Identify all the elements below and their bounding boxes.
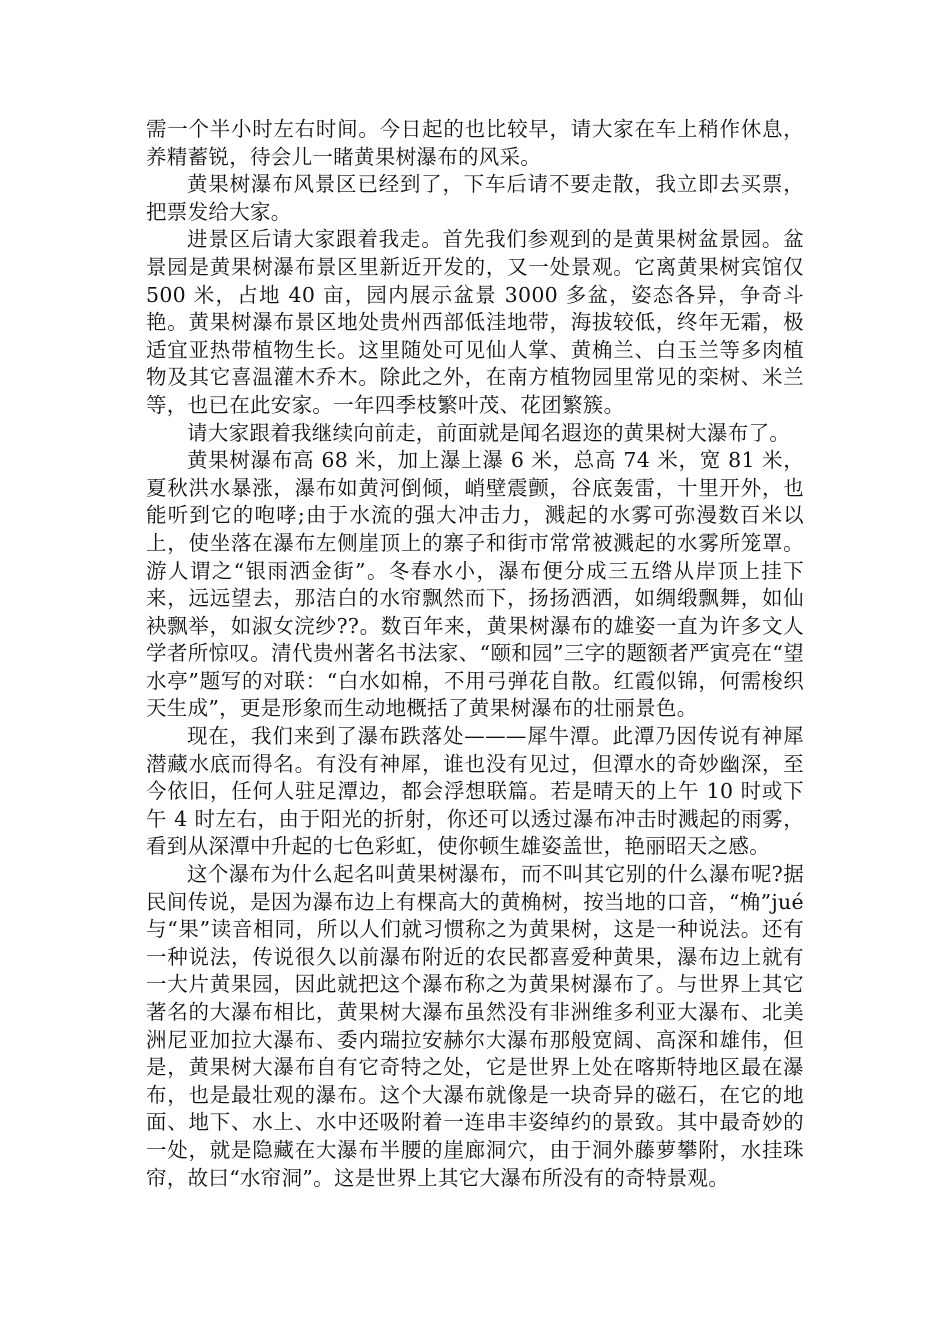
paragraph-6: 现在，我们来到了瀑布跌落处———犀牛潭。此潭乃因传说有神犀潜藏水底而得名。有没有神犀，谁也没有见过，但潭水的奇妙幽深，至今依旧，任何人驻足潭边，都会浮想联篇。若是晴天的上午 10 时或下午 4 时左右，由于阳光的折射，你还可以透过瀑布冲击时溅起的雨雾，看到从深潭中升起的七色彩虹，使你顿生雄姿盖世，艳丽昭天之感。 (146, 724, 804, 859)
paragraph-5: 黄果树瀑布高 68 米，加上瀑上瀑 6 米，总高 74 米，宽 81 米，夏秋洪水暴涨，瀑布如黄河倒倾，峭壁震颤，谷底轰雷，十里开外，也能听到它的咆哮;由于水流的强大冲击力，溅起的水雾可弥漫数百米以上，使坐落在瀑布左侧崖顶上的寨子和街市常常被溅起的水雾所笼罩。游人谓之“银雨洒金街”。冬春水小，瀑布便分成三五绺从岸顶上挂下来，远远望去，那洁白的水帘飘然而下，扬扬洒洒，如绸缎飘舞，如仙袂飘举，如淑女浣纱??。数百年来，黄果树瀑布的雄姿一直为许多文人学者所惊叹。清代贵州著名书法家、“颐和园”三字的题额者严寅亮在“望水亭”题写的对联：“白水如棉，不用弓弹花自散。红霞似锦，何需梭织天生成”，更是形象而生动地概括了黄果树瀑布的壮丽景色。 (146, 448, 804, 721)
paragraph-7: 这个瀑布为什么起名叫黄果树瀑布，而不叫其它别的什么瀑布呢?据民间传说，是因为瀑布边上有棵高大的黄桷树，按当地的口音，“桷”jué 与“果”读音相同，所以人们就习惯称之为黄果树，这是一种说法。还有一种说法，传说很久以前瀑布附近的农民都喜爱种黄果，瀑布边上就有一大片黄果园，因此就把这个瀑布称之为黄果树瀑布了。与世界上其它著名的大瀑布相比，黄果树大瀑布虽然没有非洲维多利亚大瀑布、北美洲尼亚加拉大瀑布、委内瑞拉安赫尔大瀑布那般宽阔、高深和雄伟，但是，黄果树大瀑布自有它奇特之处，它是世界上处在喀斯特地区最在瀑布，也是最壮观的瀑布。这个大瀑布就像是一块奇异的磁石，在它的地面、地下、水上、水中还吸附着一连串丰姿绰约的景致。其中最奇妙的一处，就是隐藏在大瀑布半腰的崖廊洞穴，由于洞外藤萝攀附，水挂珠帘，故曰“水帘洞”。这是世界上其它大瀑布所没有的奇特景观。 (146, 862, 804, 1190)
paragraph-2: 黄果树瀑布风景区已经到了，下车后请不要走散，我立即去买票，把票发给大家。 (146, 172, 804, 224)
paragraph-3: 进景区后请大家跟着我走。首先我们参观到的是黄果树盆景园。盆景园是黄果树瀑布景区里新近开发的，又一处景观。它离黄果树宾馆仅 500 米，占地 40 亩，园内展示盆景 3000 多盆，姿态各异，争奇斗艳。黄果树瀑布景区地处贵州西部低洼地带，海拔较低，终年无霜，极适宜亚热带植物生长。这里随处可见仙人掌、黄桷兰、白玉兰等多肉植物及其它喜温灌木乔木。除此之外，在南方植物园里常见的栾树、米兰等，也已在此安家。一年四季枝繁叶茂、花团繁簇。 (146, 227, 804, 417)
paragraph-4: 请大家跟着我继续向前走，前面就是闻名遐迩的黄果树大瀑布了。 (187, 420, 791, 445)
paragraph-1: 需一个半小时左右时间。今日起的也比较早，请大家在车上稍作休息，养精蓄锐，待会儿一睹黄果树瀑布的风采。 (146, 117, 804, 169)
document-page (146, 116, 804, 1192)
